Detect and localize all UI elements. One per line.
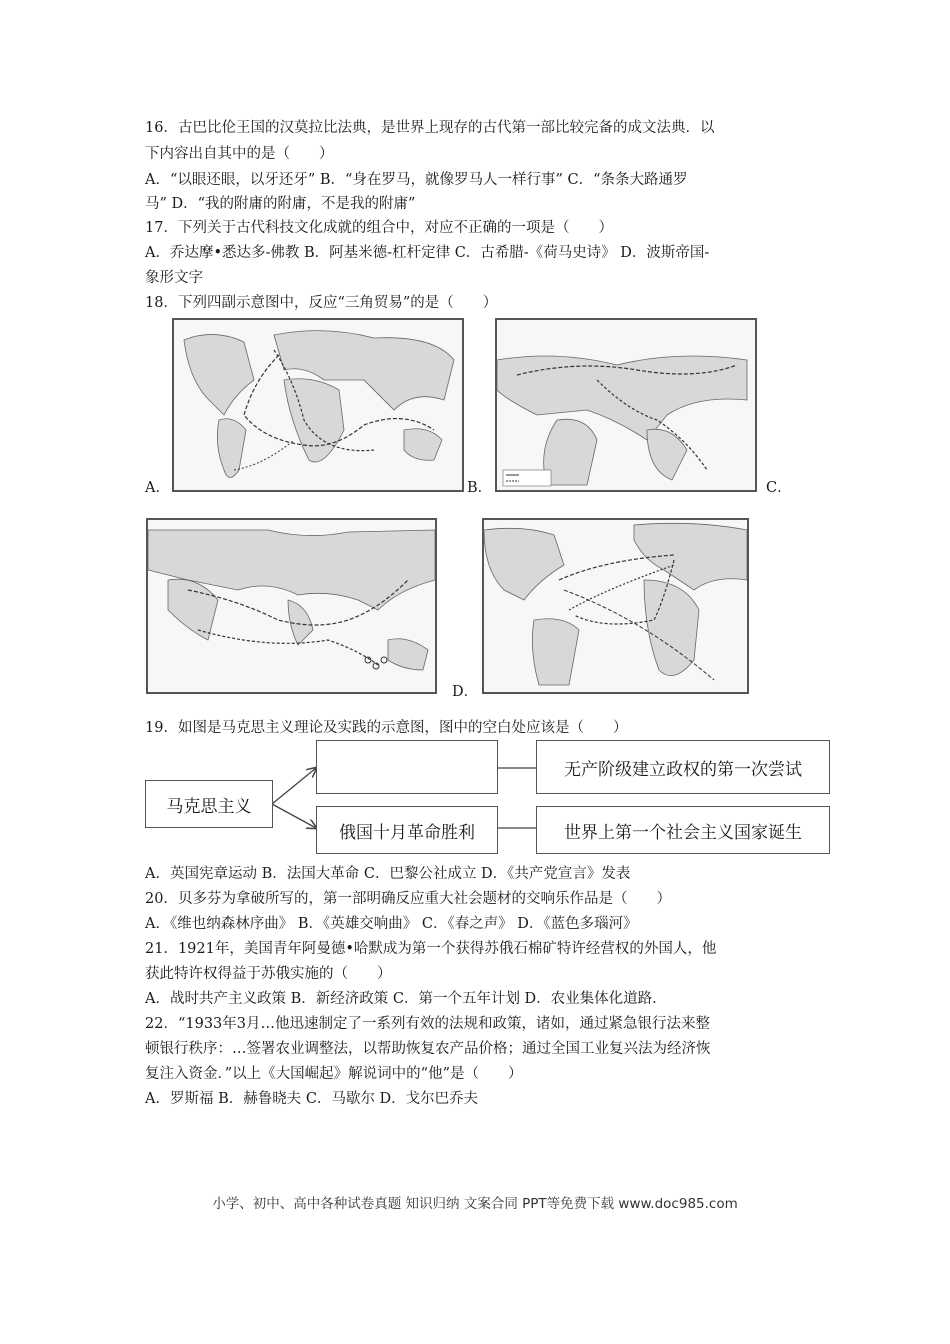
map-d	[482, 518, 749, 694]
q22-stem-line3: 复注入资金．”以上《大国崛起》解说词中的“他”是（ ）	[145, 1066, 523, 1082]
map-c	[146, 518, 437, 694]
map-a-image	[174, 320, 462, 490]
diagram-blank-box	[316, 740, 498, 794]
q21-stem-line2: 获此特许权得益于苏俄实施的（ ）	[145, 966, 392, 982]
diagram-root-box: 马克思主义	[145, 780, 273, 828]
q16-options-line1: A．“以眼还眼，以牙还牙” B．“身在罗马，就像罗马人一样行事” C．“条条大路通罗	[145, 172, 688, 188]
diagram-bottom-right-box: 世界上第一个社会主义国家诞生	[536, 806, 830, 854]
q22-stem-line2: 顿银行秩序：…签署农业调整法，以帮助恢复农产品价格；通过全国工业复兴法为经济恢	[145, 1041, 711, 1057]
map-a	[172, 318, 464, 492]
map-d-image	[484, 520, 747, 692]
q19-stem: 19．如图是马克思主义理论及实践的示意图，图中的空白处应该是（ ）	[145, 720, 628, 736]
diagram-middle-box: 俄国十月革命胜利	[316, 806, 498, 854]
q22-stem-line1: 22．“1933年3月…他迅速制定了一系列有效的法规和政策，诸如，通过紧急银行法来整	[145, 1016, 710, 1032]
q22-options: A．罗斯福 B．赫鲁晓夫 C．马歇尔 D．戈尔巴乔夫	[145, 1091, 479, 1107]
q18-stem: 18．下列四副示意图中，反应“三角贸易”的是（ ）	[145, 295, 498, 311]
q16-stem-line2: 下内容出自其中的是（ ）	[145, 146, 334, 162]
q18-label-c: C．	[766, 480, 792, 496]
map-b	[495, 318, 757, 492]
q21-stem-line1: 21．1921年，美国青年阿曼德•哈默成为第一个获得苏俄石棉矿特许经营权的外国人，他	[145, 941, 717, 957]
q18-label-a: A．	[145, 480, 170, 496]
q16-options-line2: 马” D．“我的附庸的附庸，不是我的附庸”	[145, 196, 416, 212]
map-c-image	[148, 520, 435, 692]
q21-options: A．战时共产主义政策 B．新经济政策 C．第一个五年计划 D．农业集体化道路.	[145, 991, 657, 1007]
q18-label-d: D．	[452, 684, 479, 700]
q17-options-line1: A．乔达摩•悉达多-佛教 B．阿基米德-杠杆定律 C．古希腊-《荷马史诗》 D．波斯帝国-	[145, 245, 710, 261]
q18-label-b: B．	[467, 480, 493, 496]
q16-stem-line1: 16．古巴比伦王国的汉莫拉比法典，是世界上现存的古代第一部比较完备的成文法典．以	[145, 120, 715, 136]
q19-options: A．英国宪章运动 B．法国大革命 C．巴黎公社成立 D．《共产党宣言》发表	[145, 866, 631, 882]
q17-stem: 17．下列关于古代科技文化成就的组合中，对应不正确的一项是（ ）	[145, 220, 613, 236]
q17-options-line2: 象形文字	[145, 270, 203, 286]
q20-stem: 20．贝多芬为拿破所写的，第一部明确反应重大社会题材的交响乐作品是（ ）	[145, 891, 671, 907]
map-b-image	[497, 320, 755, 490]
page-footer: 小学、初中、高中各种试卷真题 知识归纳 文案合同 PPT等免费下载 www.doc985.com	[212, 1196, 738, 1212]
diagram-top-right-box: 无产阶级建立政权的第一次尝试	[536, 740, 830, 794]
q20-options: A．《维也纳森林序曲》 B．《英雄交响曲》 C．《春之声》 D．《蓝色多瑙河》	[145, 916, 638, 932]
